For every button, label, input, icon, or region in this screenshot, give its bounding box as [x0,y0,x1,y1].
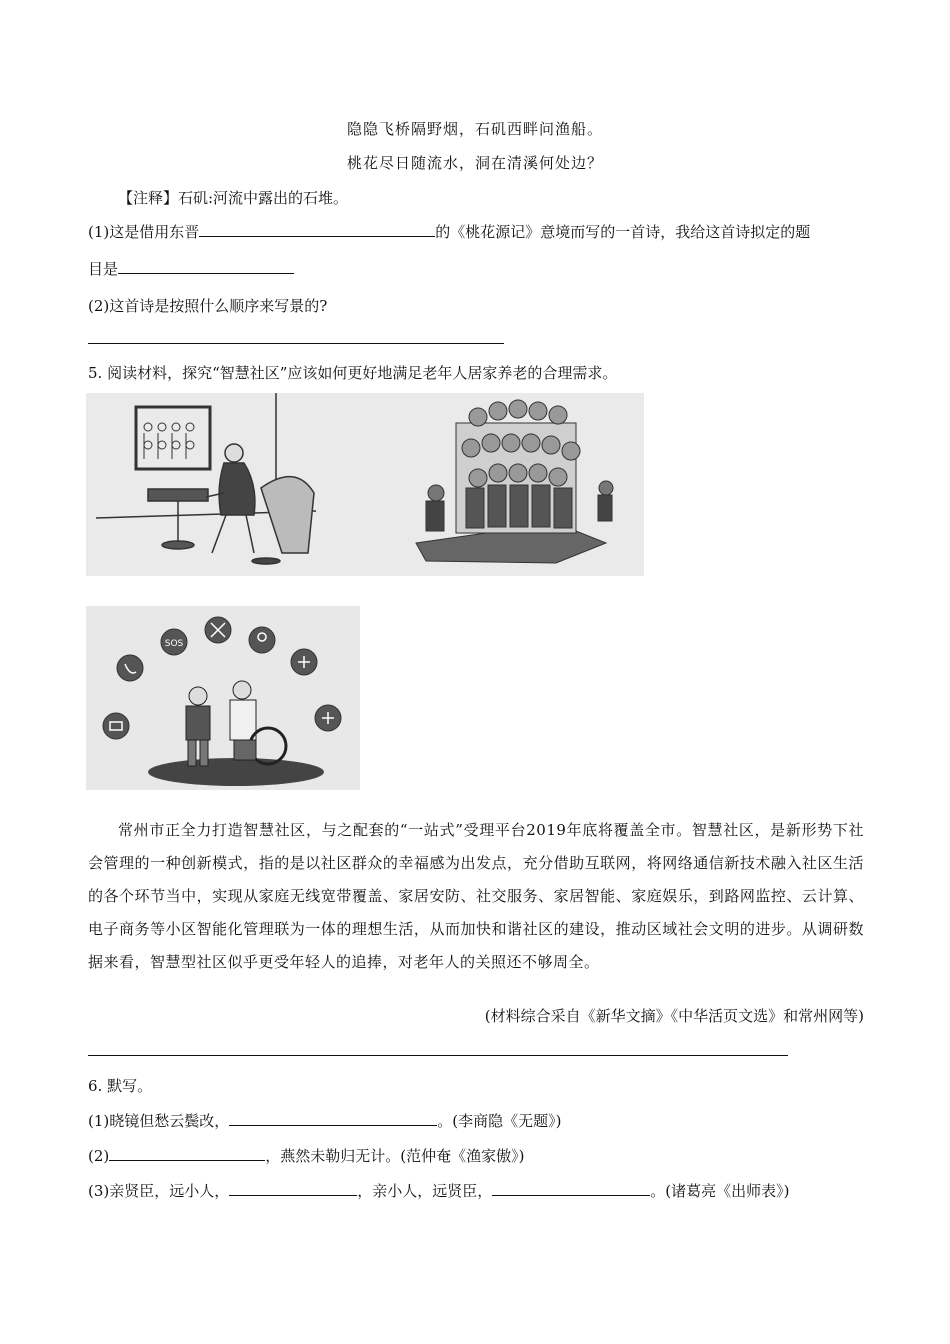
poem-line-1: 隐隐飞桥隔野烟，石矶西畔问渔船。 [346,120,603,138]
q6-title: 6. 默写。 [88,1077,153,1095]
q4-part1-tail: 的《桃花源记》意境而写的一首诗，我给这首诗拟定的题 [435,223,811,241]
q4-part1-line [88,221,810,242]
sos-icon-label: SOS [164,639,184,649]
answer-line-q5[interactable] [88,1055,788,1056]
q5-prompt: 5. 阅读材料，探究“智慧社区”应该如何更好地满足老年人居家养老的合理需求。 [88,364,618,382]
q4-part1-lead: (1)这是借用东晋 [88,223,200,241]
cartoon-smart-services [86,606,360,790]
q6-item1-lead: (1)晓镜但愁云鬓改， [88,1112,230,1130]
answer-line-q4-part2[interactable] [88,343,504,344]
q6-item-1 [88,1110,561,1131]
poem-note: 【注释】石矶:河流中露出的石堆。 [118,189,349,207]
q4-part1-line2 [88,258,294,279]
poem-line-2: 桃花尽日随流水，洞在清溪何处边？ [346,154,603,172]
q6-item-2 [88,1145,524,1166]
answer-blank-author[interactable] [199,222,435,237]
answer-blank-q6-3b[interactable] [492,1181,650,1196]
q4-part1-cont: 目是 [88,260,119,278]
cart-icon [103,713,129,739]
q6-item3-mid: ，亲小人，远贤臣， [357,1182,493,1200]
q6-item-3 [88,1180,789,1201]
q6-item2-tail: ，燕然未勒归无计。(范仲奄《渔家傲》) [265,1147,525,1165]
cartoon-elderly-life [86,393,644,576]
q6-item3-lead: (3)亲贤臣，远小人， [88,1182,230,1200]
material-source: (材料综合采自《新华文摘》《中华活页文选》和常州网等) [484,1007,864,1025]
answer-blank-q6-1[interactable] [229,1111,437,1126]
q4-part2: (2)这首诗是按照什么顺序来写景的? [88,297,328,315]
q6-item1-tail: 。(李商隐《无题》) [437,1112,562,1130]
answer-blank-q6-2[interactable] [109,1146,265,1161]
q6-item3-tail: 。(诸葛亮《出师表》) [650,1182,790,1200]
doctor-icon [249,627,275,653]
answer-blank-title[interactable] [118,259,294,274]
q6-item2-lead: (2) [88,1147,110,1165]
phone-icon [117,655,143,681]
material-paragraph: 常州市正全力打造智慧社区，与之配套的“一站式”受理平台2019年底将覆盖全市。智慧社区，是新形势下社会管理的一种创新模式，指的是以社区群众的幸福感为出发点，充分借助互联网，将网络通信新技术融入社区生活的各个环节当中，实现从家庭无线宽带覆盖、家居安防、社交服务、家居智能、家庭娱乐，到路网监控、云计算、电子商务等小区智能化管理联为一体的理想生活，从而加快和谐社区的建设，推动区域社会文明的进步。从调研数据来看，智慧型社区似乎更受年轻人的追捧，对老年人的关照还不够周全。 [88,821,864,971]
answer-blank-q6-3a[interactable] [229,1181,357,1196]
